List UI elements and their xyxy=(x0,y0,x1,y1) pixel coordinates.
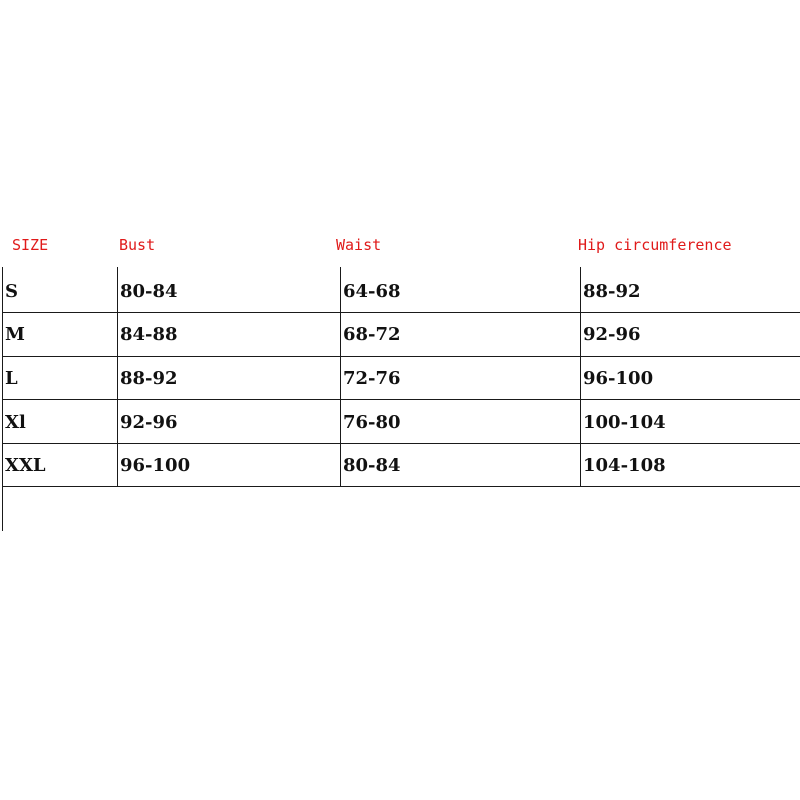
column-divider-hip xyxy=(580,267,581,487)
row-divider xyxy=(2,356,800,357)
row-divider xyxy=(2,443,800,444)
cell-size: M xyxy=(5,324,25,345)
cell-bust: 92-96 xyxy=(120,412,178,433)
cell-hip: 104-108 xyxy=(583,455,666,476)
row-divider xyxy=(2,399,800,400)
row-divider xyxy=(2,312,800,313)
header-waist: Waist xyxy=(336,236,382,254)
column-divider-bust xyxy=(117,267,118,487)
cell-waist: 76-80 xyxy=(343,412,401,433)
cell-waist: 72-76 xyxy=(343,368,401,389)
cell-hip: 92-96 xyxy=(583,324,641,345)
cell-size: Xl xyxy=(5,412,26,433)
cell-hip: 96-100 xyxy=(583,368,654,389)
cell-size: S xyxy=(5,281,18,302)
header-bust: Bust xyxy=(119,236,156,254)
cell-bust: 96-100 xyxy=(120,455,191,476)
cell-bust: 80-84 xyxy=(120,281,178,302)
header-hip-circumference: Hip circumference xyxy=(578,236,732,254)
table-header-row xyxy=(0,236,800,260)
row-divider xyxy=(2,486,800,487)
cell-size: L xyxy=(5,368,18,389)
size-table xyxy=(0,267,800,531)
header-size: SIZE xyxy=(12,236,49,254)
cell-waist: 64-68 xyxy=(343,281,401,302)
cell-hip: 88-92 xyxy=(583,281,641,302)
cell-hip: 100-104 xyxy=(583,412,666,433)
cell-bust: 84-88 xyxy=(120,324,178,345)
cell-bust: 88-92 xyxy=(120,368,178,389)
cell-waist: 80-84 xyxy=(343,455,401,476)
column-divider-waist xyxy=(340,267,341,487)
cell-size: XXL xyxy=(5,455,46,476)
cell-waist: 68-72 xyxy=(343,324,401,345)
